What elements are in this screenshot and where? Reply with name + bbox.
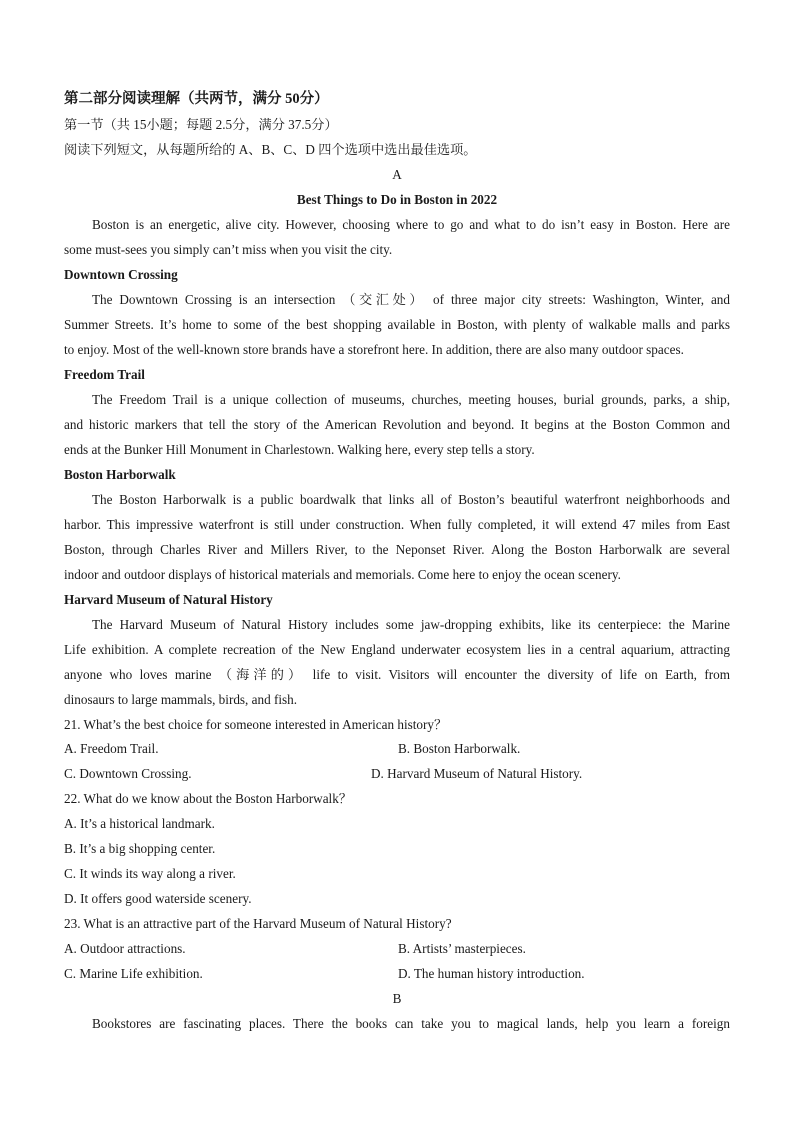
paragraph-line: ends at the Bunker Hill Monument in Charlestown. Walking here, every step tells a story. (64, 442, 535, 457)
question-stem-22: 22. What do we know about the Boston Harborwalk？ (64, 791, 352, 806)
option-22-b: B. It’s a big shopping center. (64, 841, 216, 856)
option-22-a: A. It’s a historical landmark. (64, 816, 215, 831)
paragraph-line: to enjoy. Most of the well-known store brands have a storefront here. In addition, there are also many outdoor spaces. (64, 342, 684, 357)
section-heading-freedom-trail: Freedom Trail (64, 367, 145, 382)
passage-letter-b: B (392, 991, 402, 1006)
paragraph-line: Life exhibition. A complete recreation of the New England underwater ecosystem lies in a central aquarium, attracting (64, 642, 730, 657)
section-info: 第一节（共 15小题；每题 2.5分，满分 37.5分） (64, 117, 338, 132)
paragraph-line: harbor. This impressive waterfront is still under construction. When fully completed, it will extend 47 miles from East (64, 517, 730, 532)
passage-title: Best Things to Do in Boston in 2022 (296, 192, 498, 207)
option-23-a: A. Outdoor attractions. (64, 941, 186, 956)
intro-line: Boston is an energetic, alive city. However, choosing where to go and what to do isn’t easy in Boston. Here are (92, 217, 730, 232)
paragraph-line: The Freedom Trail is a unique collection of museums, churches, meeting houses, burial grounds, parks, a ship, (92, 392, 730, 407)
option-21-c: C. Downtown Crossing. (64, 766, 192, 781)
instruction: 阅读下列短文，从每题所给的 A、B、C、D 四个选项中选出最佳选项。 (64, 142, 477, 157)
intro-line: some must-sees you simply can’t miss when you visit the city. (64, 242, 393, 257)
option-22-c: C. It winds its way along a river. (64, 866, 236, 881)
section-heading-boston-harborwalk: Boston Harborwalk (64, 467, 176, 482)
paragraph-line: The Downtown Crossing is an intersection （交汇处） of three major city streets: Washington, Winter, and (92, 292, 730, 307)
paragraph-line: dinosaurs to large mammals, birds, and fish. (64, 692, 298, 707)
section-heading-harvard-museum: Harvard Museum of Natural History (64, 592, 273, 607)
paragraph-line: Bookstores are fascinating places. There the books can take you to magical lands, help you learn a foreign (92, 1016, 730, 1031)
option-21-a: A. Freedom Trail. (64, 741, 159, 756)
paragraph-line: and historic markers that tell the story of the American Revolution and beyond. It begins at the Boston Common and (64, 417, 730, 432)
question-stem-23: 23. What is an attractive part of the Harvard Museum of Natural History? (64, 916, 452, 931)
option-23-c: C. Marine Life exhibition. (64, 966, 203, 981)
paragraph-line: indoor and outdoor displays of historical materials and memorials. Come here to enjoy the ocean scenery. (64, 567, 621, 582)
option-21-d: D. Harvard Museum of Natural History. (371, 766, 583, 781)
paragraph-line: Boston, through Charles River and Millers River, to the Neponset River. Along the Boston Harborwalk are several (64, 542, 730, 557)
paragraph-line: The Boston Harborwalk is a public boardwalk that links all of Boston’s beautiful waterfront neighborhoods and (92, 492, 730, 507)
option-22-d: D. It offers good waterside scenery. (64, 891, 252, 906)
paragraph-line: Summer Streets. It’s home to some of the best shopping available in Boston, with plenty of walkable malls and parks (64, 317, 730, 332)
section-heading-downtown-crossing: Downtown Crossing (64, 267, 178, 282)
paragraph-line: anyone who loves marine （海洋的） life to visit. Visitors will encounter the diversity of life on Earth, from (64, 667, 730, 682)
part-title: 第二部分阅读理解（共两节，满分 50分） (64, 91, 329, 107)
question-stem-21: 21. What’s the best choice for someone interested in American history？ (64, 717, 448, 732)
passage-letter-a: A (392, 167, 402, 182)
option-23-d: D. The human history introduction. (398, 966, 585, 981)
paragraph-line: The Harvard Museum of Natural History includes some jaw-dropping exhibits, like its centerpiece: the Marine (92, 617, 730, 632)
option-23-b: B. Artists’ masterpieces. (398, 941, 526, 956)
option-21-b: B. Boston Harborwalk. (398, 741, 521, 756)
